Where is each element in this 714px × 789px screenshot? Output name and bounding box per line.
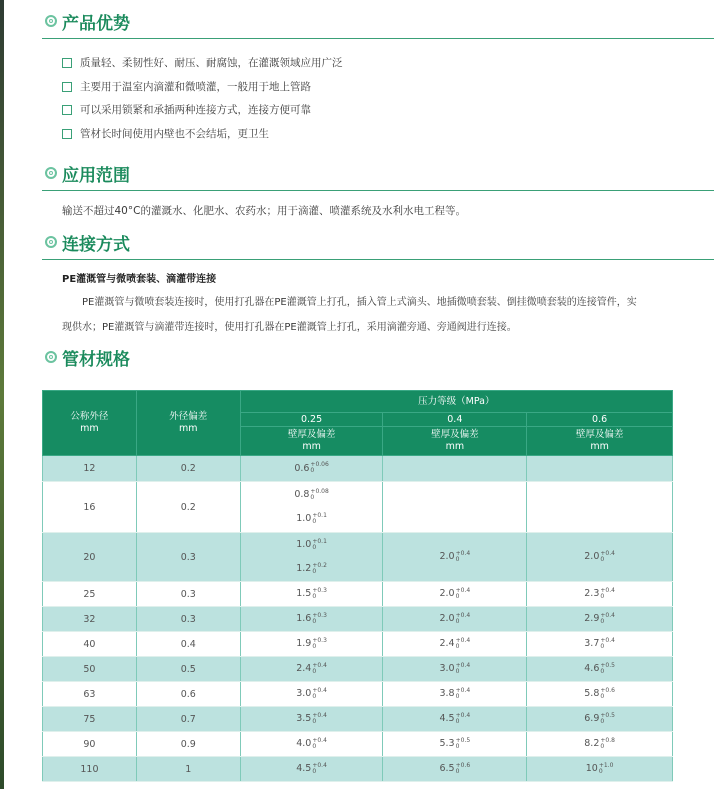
divider <box>42 190 714 191</box>
section-title: 连接方式 <box>62 234 130 255</box>
tolerance: +0.4 0 <box>312 711 327 725</box>
cell-nominal-diameter: 25 <box>43 582 137 607</box>
tolerance: +0.08 0 <box>310 487 329 501</box>
circle-bullet-icon <box>45 15 57 27</box>
list-item-text: 主要用于温室内滴灌和微喷灌，一般用于地上管路 <box>80 81 311 93</box>
tolerance: +0.5 0 <box>455 736 471 750</box>
cell-wall-thickness <box>383 757 527 782</box>
cell-wall-thickness <box>383 732 527 757</box>
tolerance: +0.3 0 <box>312 611 327 625</box>
header-wall: 壁厚及偏差 mm <box>240 427 383 456</box>
cell-deviation: 0.9 <box>136 732 240 757</box>
tolerance: +0.5 0 <box>600 711 615 725</box>
cell-deviation: 0.4 <box>136 632 240 657</box>
cell-wall-thickness <box>240 482 383 533</box>
table-row <box>43 732 673 757</box>
wall-value: 2.4 +0.4 0 <box>296 661 327 675</box>
cell-wall-thickness <box>240 533 383 582</box>
header-pressure: 压力等级（MPa） <box>240 391 672 413</box>
cell-wall-thickness <box>527 582 673 607</box>
cell-nominal-diameter: 12 <box>43 456 137 482</box>
tolerance: +0.8 0 <box>600 736 615 750</box>
wall-value: 4.5 +0.4 0 <box>296 761 327 775</box>
list-item <box>62 55 343 70</box>
cell-wall-thickness <box>527 757 673 782</box>
header-diameter-deviation: 外径偏差 mm <box>136 391 240 456</box>
header-level: 0.6 <box>527 413 673 427</box>
cell-wall-thickness <box>240 757 383 782</box>
tolerance: +0.06 0 <box>310 461 329 474</box>
wall-value: 0.6 +0.06 0 <box>294 461 329 474</box>
connection-subtitle: PE灌溉管与微喷套装、滴灌带连接 <box>62 274 217 285</box>
checkbox-square-icon <box>62 105 72 115</box>
section-advantages <box>42 8 714 39</box>
cell-wall-thickness <box>527 456 673 482</box>
cell-nominal-diameter: 90 <box>43 732 137 757</box>
cell-wall-thickness <box>527 657 673 682</box>
section-application <box>42 160 714 191</box>
cell-wall-thickness <box>240 632 383 657</box>
left-edge-image <box>0 0 4 789</box>
cell-nominal-diameter: 110 <box>43 757 137 782</box>
cell-wall-thickness <box>383 707 527 732</box>
wall-value: 5.8 +0.6 0 <box>584 686 615 700</box>
tolerance: +0.4 0 <box>600 611 615 625</box>
cell-nominal-diameter: 63 <box>43 682 137 707</box>
tolerance: +0.4 0 <box>312 661 327 675</box>
cell-wall-thickness <box>240 707 383 732</box>
tolerance: +0.4 0 <box>455 661 471 675</box>
table-row <box>43 456 673 482</box>
cell-wall-thickness <box>527 607 673 632</box>
table-row <box>43 682 673 707</box>
wall-value: 4.0 +0.4 0 <box>296 736 327 750</box>
list-item-text: 管材长时间使用内壁也不会结垢，更卫生 <box>80 128 269 140</box>
cell-nominal-diameter: 50 <box>43 657 137 682</box>
wall-value: 1.2 +0.2 0 <box>296 561 327 575</box>
wall-value: 3.7 +0.4 0 <box>584 636 615 650</box>
connection-paragraph: PE灌溉管与微喷套装连接时，使用打孔器在PE灌溉管上打孔，插入管上式滴头、地插微喷套装、倒挂微喷套装的连接管件，实 <box>82 297 637 308</box>
tolerance: +0.6 0 <box>600 686 615 700</box>
wall-value: 6.9 +0.5 0 <box>584 711 615 725</box>
tolerance: +0.5 0 <box>600 661 615 675</box>
wall-value: 3.0 +0.4 0 <box>296 686 327 700</box>
wall-value: 1.9 +0.3 0 <box>296 636 327 650</box>
cell-nominal-diameter: 40 <box>43 632 137 657</box>
table-row <box>43 707 673 732</box>
cell-wall-thickness <box>240 456 383 482</box>
section-specs <box>42 344 714 370</box>
cell-wall-thickness <box>527 482 673 533</box>
wall-value: 2.4 +0.4 0 <box>439 636 471 650</box>
cell-wall-thickness <box>383 682 527 707</box>
cell-deviation: 0.3 <box>136 533 240 582</box>
connection-paragraph: 现供水；PE灌溉管与滴灌带连接时，使用打孔器在PE灌溉管上打孔，采用滴灌旁通、旁通阀进行连接。 <box>62 322 517 333</box>
checkbox-square-icon <box>62 129 72 139</box>
circle-bullet-icon <box>45 351 57 363</box>
tolerance: +0.4 0 <box>600 549 615 563</box>
wall-value: 2.9 +0.4 0 <box>584 611 615 625</box>
circle-bullet-icon <box>45 236 57 248</box>
header-level: 0.4 <box>383 413 527 427</box>
cell-nominal-diameter: 75 <box>43 707 137 732</box>
circle-bullet-icon <box>45 167 57 179</box>
table-row <box>43 533 673 582</box>
wall-value: 6.5 +0.6 0 <box>439 761 471 775</box>
wall-value: 5.3 +0.5 0 <box>439 736 471 750</box>
tolerance: +0.4 0 <box>600 636 615 650</box>
cell-wall-thickness <box>383 456 527 482</box>
cell-deviation: 0.3 <box>136 607 240 632</box>
table-row <box>43 607 673 632</box>
checkbox-square-icon <box>62 58 72 68</box>
divider <box>42 259 714 260</box>
list-item-text: 可以采用锁紧和承插两种连接方式，连接方便可靠 <box>80 104 311 116</box>
list-item <box>62 126 269 141</box>
tolerance: +0.4 0 <box>455 586 471 600</box>
cell-nominal-diameter: 16 <box>43 482 137 533</box>
cell-wall-thickness <box>527 682 673 707</box>
table-row <box>43 582 673 607</box>
wall-value: 2.3 +0.4 0 <box>584 586 615 600</box>
tolerance: +0.4 0 <box>600 586 615 600</box>
header-wall: 壁厚及偏差 mm <box>383 427 527 456</box>
cell-wall-thickness <box>527 707 673 732</box>
table-row <box>43 757 673 782</box>
tolerance: +0.1 0 <box>312 537 327 551</box>
tolerance: +0.3 0 <box>312 586 327 600</box>
header-level: 0.25 <box>240 413 383 427</box>
tolerance: +0.4 0 <box>312 736 327 750</box>
tolerance: +0.4 0 <box>455 711 471 725</box>
cell-wall-thickness <box>527 632 673 657</box>
checkbox-square-icon <box>62 82 72 92</box>
tolerance: +0.4 0 <box>455 636 471 650</box>
cell-deviation: 0.6 <box>136 682 240 707</box>
cell-wall-thickness <box>383 582 527 607</box>
header-wall: 壁厚及偏差 mm <box>527 427 673 456</box>
wall-value: 1.0 +0.1 0 <box>296 537 327 551</box>
wall-value: 2.0 +0.4 0 <box>439 611 471 625</box>
cell-wall-thickness <box>383 482 527 533</box>
wall-value: 2.0 +0.4 0 <box>439 549 471 563</box>
wall-value: 8.2 +0.8 0 <box>584 736 615 750</box>
section-title: 产品优势 <box>62 13 130 34</box>
cell-wall-thickness <box>240 657 383 682</box>
cell-wall-thickness <box>240 682 383 707</box>
cell-wall-thickness <box>383 657 527 682</box>
wall-value: 3.0 +0.4 0 <box>439 661 471 675</box>
tolerance: +0.4 0 <box>455 686 471 700</box>
list-item <box>62 102 311 117</box>
cell-wall-thickness <box>240 732 383 757</box>
cell-wall-thickness <box>383 533 527 582</box>
section-connection <box>42 229 714 260</box>
cell-deviation: 0.3 <box>136 582 240 607</box>
tolerance: +0.6 0 <box>455 761 471 775</box>
wall-value: 1.6 +0.3 0 <box>296 611 327 625</box>
cell-wall-thickness <box>240 607 383 632</box>
cell-nominal-diameter: 20 <box>43 533 137 582</box>
table-row <box>43 482 673 533</box>
cell-deviation: 1 <box>136 757 240 782</box>
wall-value: 1.0 +0.1 0 <box>296 511 327 525</box>
cell-deviation: 0.2 <box>136 482 240 533</box>
cell-deviation: 0.2 <box>136 456 240 482</box>
table-row <box>43 632 673 657</box>
tolerance: +0.4 0 <box>455 549 471 563</box>
wall-value: 3.8 +0.4 0 <box>439 686 471 700</box>
section-title: 应用范围 <box>62 165 130 186</box>
tolerance: +0.4 0 <box>455 611 471 625</box>
header-nominal-diameter: 公称外径 mm <box>43 391 137 456</box>
tolerance: +0.2 0 <box>312 561 327 575</box>
cell-wall-thickness <box>527 533 673 582</box>
wall-value: 10 +1.0 0 <box>585 761 614 775</box>
wall-value: 3.5 +0.4 0 <box>296 711 327 725</box>
cell-wall-thickness <box>383 632 527 657</box>
cell-deviation: 0.5 <box>136 657 240 682</box>
list-item-text: 质量轻、柔韧性好、耐压、耐腐蚀，在灌溉领域应用广泛 <box>80 57 343 69</box>
wall-value: 2.0 +0.4 0 <box>584 549 615 563</box>
cell-wall-thickness <box>240 582 383 607</box>
wall-value: 0.8 +0.08 0 <box>294 487 329 501</box>
wall-value: 2.0 +0.4 0 <box>439 586 471 600</box>
wall-value: 1.5 +0.3 0 <box>296 586 327 600</box>
cell-deviation: 0.7 <box>136 707 240 732</box>
cell-nominal-diameter: 32 <box>43 607 137 632</box>
cell-wall-thickness <box>383 607 527 632</box>
tolerance: +0.4 0 <box>312 686 327 700</box>
tolerance: +0.4 0 <box>312 761 327 775</box>
tolerance: +0.3 0 <box>312 636 327 650</box>
cell-wall-thickness <box>527 732 673 757</box>
spec-table <box>42 390 673 782</box>
wall-value: 4.5 +0.4 0 <box>439 711 471 725</box>
section-title: 管材规格 <box>62 349 130 370</box>
table-row <box>43 657 673 682</box>
tolerance: +0.1 0 <box>312 511 327 525</box>
list-item <box>62 79 311 94</box>
wall-value: 4.6 +0.5 0 <box>584 661 615 675</box>
tolerance: +1.0 0 <box>598 761 614 775</box>
application-text: 输送不超过40°C的灌溉水、化肥水、农药水；用于滴灌、喷灌系统及水利水电工程等。 <box>62 205 466 217</box>
divider <box>42 38 714 39</box>
